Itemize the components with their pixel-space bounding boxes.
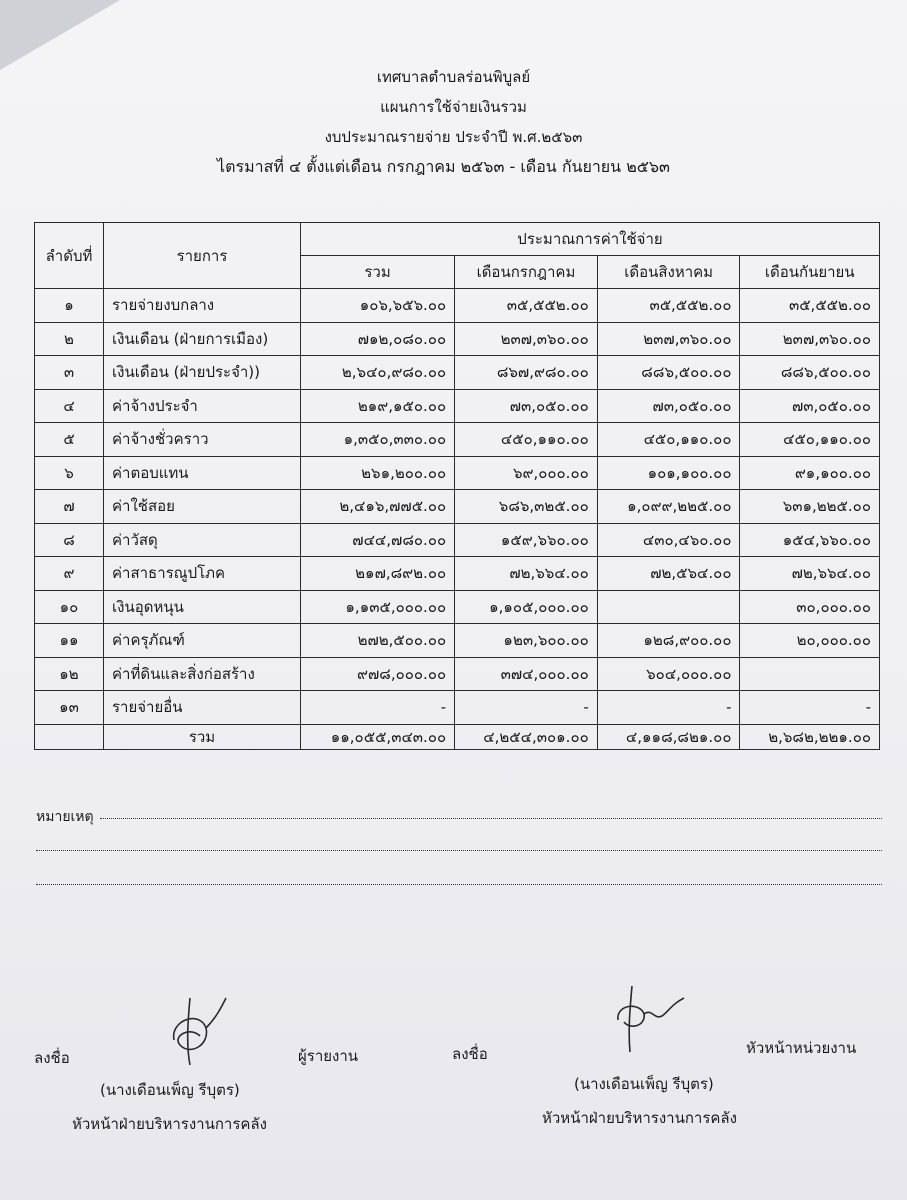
sum-total: ๑๑,๐๕๕,๓๔๓.๐๐ xyxy=(301,724,455,749)
right-signature-mark xyxy=(606,980,696,1060)
row-total: ๑,๑๓๕,๐๐๐.๐๐ xyxy=(301,590,455,624)
row-item: ค่าตอบแทน xyxy=(104,456,301,490)
row-order: ๘ xyxy=(35,523,104,557)
row-september: ๙๑,๑๐๐.๐๐ xyxy=(740,456,880,490)
row-july: ๒๓๗,๓๖๐.๐๐ xyxy=(455,322,598,356)
table-row xyxy=(35,624,880,658)
quarter-period: ไตรมาสที่ ๔ ตั้งแต่เดือน กรกฎาคม ๒๕๖๓ - เดือน กันยายน ๒๕๖๓ xyxy=(217,157,670,176)
row-total: - xyxy=(301,691,455,725)
left-signer-position: หัวหน้าฝ่ายบริหารงานการคลัง xyxy=(72,1115,267,1133)
row-september: ๒๓๗,๓๖๐.๐๐ xyxy=(740,322,880,356)
row-order: ๔ xyxy=(35,389,104,423)
row-september: ๓๕,๕๕๒.๐๐ xyxy=(740,289,880,323)
row-total: ๗๑๒,๐๘๐.๐๐ xyxy=(301,322,455,356)
right-sign-label: ลงชื่อ xyxy=(452,1045,488,1063)
row-order: ๑๓ xyxy=(35,691,104,725)
row-august xyxy=(597,590,740,624)
row-item: ค่าวัสดุ xyxy=(104,523,301,557)
table-row xyxy=(35,557,880,591)
left-sign-label: ลงชื่อ xyxy=(34,1049,70,1067)
row-item: รายจ่ายงบกลาง xyxy=(104,289,301,323)
row-august: ๔๓๐,๔๖๐.๐๐ xyxy=(597,523,740,557)
sum-september: ๒,๖๘๒,๒๒๑.๐๐ xyxy=(740,724,880,749)
row-order: ๑๑ xyxy=(35,624,104,658)
row-august: ๖๐๔,๐๐๐.๐๐ xyxy=(597,657,740,691)
row-order: ๑๒ xyxy=(35,657,104,691)
right-role: หัวหน้าหน่วยงาน xyxy=(746,1039,857,1057)
row-september: ๖๓๑,๒๒๕.๐๐ xyxy=(740,490,880,524)
row-july: ๑๕๙,๖๖๐.๐๐ xyxy=(455,523,598,557)
table-row xyxy=(35,691,880,725)
row-august: ๑๐๑,๑๐๐.๐๐ xyxy=(597,456,740,490)
row-item: ค่าสาธารณูปโภค xyxy=(104,557,301,591)
page-fold-shadow xyxy=(0,0,120,70)
header-september: เดือนกันยายน xyxy=(740,256,880,289)
row-september: ๗๓,๐๕๐.๐๐ xyxy=(740,389,880,423)
table-row xyxy=(35,523,880,557)
row-august: ๘๘๖,๕๐๐.๐๐ xyxy=(597,356,740,390)
row-august: - xyxy=(597,691,740,725)
row-total: ๙๗๘,๐๐๐.๐๐ xyxy=(301,657,455,691)
row-item: ค่าใช้สอย xyxy=(104,490,301,524)
table-row xyxy=(35,322,880,356)
row-september: ๔๕๐,๑๑๐.๐๐ xyxy=(740,423,880,457)
row-item: ค่าครุภัณฑ์ xyxy=(104,624,301,658)
table-row xyxy=(35,356,880,390)
row-order: ๓ xyxy=(35,356,104,390)
sum-july: ๔,๒๕๔,๓๐๑.๐๐ xyxy=(455,724,598,749)
budget-year: งบประมาณรายจ่าย ประจำปี พ.ศ.๒๕๖๓ xyxy=(324,128,583,146)
row-july: ๔๕๐,๑๑๐.๐๐ xyxy=(455,423,598,457)
table-row xyxy=(35,590,880,624)
remark-line-2 xyxy=(36,838,882,851)
header-total: รวม xyxy=(301,256,455,289)
row-september: ๒๐,๐๐๐.๐๐ xyxy=(740,624,880,658)
header-order: ลำดับที่ xyxy=(35,223,104,289)
row-total: ๒๑๗,๘๙๒.๐๐ xyxy=(301,557,455,591)
table-row xyxy=(35,289,880,323)
row-july: ๖๙,๐๐๐.๐๐ xyxy=(455,456,598,490)
row-total: ๒๑๙,๑๕๐.๐๐ xyxy=(301,389,455,423)
sum-august: ๔,๑๑๘,๘๒๑.๐๐ xyxy=(597,724,740,749)
spending-plan-table xyxy=(34,222,880,750)
row-august: ๓๕,๕๕๒.๐๐ xyxy=(597,289,740,323)
right-signer-position: หัวหน้าฝ่ายบริหารงานการคลัง xyxy=(542,1109,737,1127)
row-order: ๖ xyxy=(35,456,104,490)
row-total: ๒๗๒,๕๐๐.๐๐ xyxy=(301,624,455,658)
left-signer-name: (นางเดือนเพ็ญ รีบุตร) xyxy=(100,1081,240,1099)
row-item: ค่าจ้างประจำ xyxy=(104,389,301,423)
row-september: ๗๒,๖๖๔.๐๐ xyxy=(740,557,880,591)
row-august: ๑,๐๙๙,๒๒๕.๐๐ xyxy=(597,490,740,524)
table-row xyxy=(35,490,880,524)
sum-order-cell xyxy=(35,724,104,749)
row-august: ๗๓,๐๕๐.๐๐ xyxy=(597,389,740,423)
remark-line-1 xyxy=(100,806,882,819)
remark-line-3 xyxy=(36,872,882,885)
row-september: ๑๕๔,๖๖๐.๐๐ xyxy=(740,523,880,557)
header-july: เดือนกรกฎาคม xyxy=(455,256,598,289)
right-signer-name: (นางเดือนเพ็ญ รีบุตร) xyxy=(574,1075,714,1093)
row-august: ๗๒,๕๖๔.๐๐ xyxy=(597,557,740,591)
row-july: ๗๓,๐๕๐.๐๐ xyxy=(455,389,598,423)
remark-label: หมายเหตุ xyxy=(36,809,94,825)
left-signature-mark xyxy=(160,990,240,1070)
row-july: ๑,๑๐๕,๐๐๐.๐๐ xyxy=(455,590,598,624)
org-name: เทศบาลตำบลร่อนพิบูลย์ xyxy=(376,68,531,86)
row-july: ๓๕,๕๕๒.๐๐ xyxy=(455,289,598,323)
row-total: ๗๔๔,๗๘๐.๐๐ xyxy=(301,523,455,557)
table-body xyxy=(35,289,880,725)
row-july: ๑๒๓,๖๐๐.๐๐ xyxy=(455,624,598,658)
row-item: เงินเดือน (ฝ่ายประจำ)) xyxy=(104,356,301,390)
row-order: ๒ xyxy=(35,322,104,356)
row-total: ๒๖๑,๒๐๐.๐๐ xyxy=(301,456,455,490)
row-item: รายจ่ายอื่น xyxy=(104,691,301,725)
sum-label: รวม xyxy=(104,724,301,749)
row-september xyxy=(740,657,880,691)
table-row xyxy=(35,456,880,490)
row-item: เงินอุดหนุน xyxy=(104,590,301,624)
document-header xyxy=(0,62,907,182)
row-item: เงินเดือน (ฝ่ายการเมือง) xyxy=(104,322,301,356)
row-total: ๒,๖๔๐,๙๘๐.๐๐ xyxy=(301,356,455,390)
row-total: ๒,๔๑๖,๗๗๕.๐๐ xyxy=(301,490,455,524)
row-august: ๔๕๐,๑๑๐.๐๐ xyxy=(597,423,740,457)
row-september: - xyxy=(740,691,880,725)
row-order: ๙ xyxy=(35,557,104,591)
row-september: ๘๘๖,๕๐๐.๐๐ xyxy=(740,356,880,390)
row-july: ๖๘๖,๓๒๕.๐๐ xyxy=(455,490,598,524)
row-item: ค่าจ้างชั่วคราว xyxy=(104,423,301,457)
row-august: ๑๒๘,๙๐๐.๐๐ xyxy=(597,624,740,658)
row-august: ๒๓๗,๓๖๐.๐๐ xyxy=(597,322,740,356)
row-july: ๘๖๗,๙๘๐.๐๐ xyxy=(455,356,598,390)
table-row xyxy=(35,389,880,423)
header-estimate: ประมาณการค่าใช้จ่าย xyxy=(301,223,880,256)
table-row xyxy=(35,657,880,691)
row-total: ๑,๓๕๐,๓๓๐.๐๐ xyxy=(301,423,455,457)
row-july: - xyxy=(455,691,598,725)
sum-row xyxy=(35,724,880,749)
plan-title: แผนการใช้จ่ายเงินรวม xyxy=(380,98,527,116)
row-july: ๗๒,๖๖๔.๐๐ xyxy=(455,557,598,591)
row-september: ๓๐,๐๐๐.๐๐ xyxy=(740,590,880,624)
header-item: รายการ xyxy=(104,223,301,289)
left-role: ผู้รายงาน xyxy=(298,1047,359,1065)
table-row xyxy=(35,423,880,457)
row-order: ๕ xyxy=(35,423,104,457)
row-order: ๑ xyxy=(35,289,104,323)
row-total: ๑๐๖,๖๕๖.๐๐ xyxy=(301,289,455,323)
row-order: ๗ xyxy=(35,490,104,524)
header-august: เดือนสิงหาคม xyxy=(597,256,740,289)
row-july: ๓๗๔,๐๐๐.๐๐ xyxy=(455,657,598,691)
row-item: ค่าที่ดินและสิ่งก่อสร้าง xyxy=(104,657,301,691)
row-order: ๑๐ xyxy=(35,590,104,624)
